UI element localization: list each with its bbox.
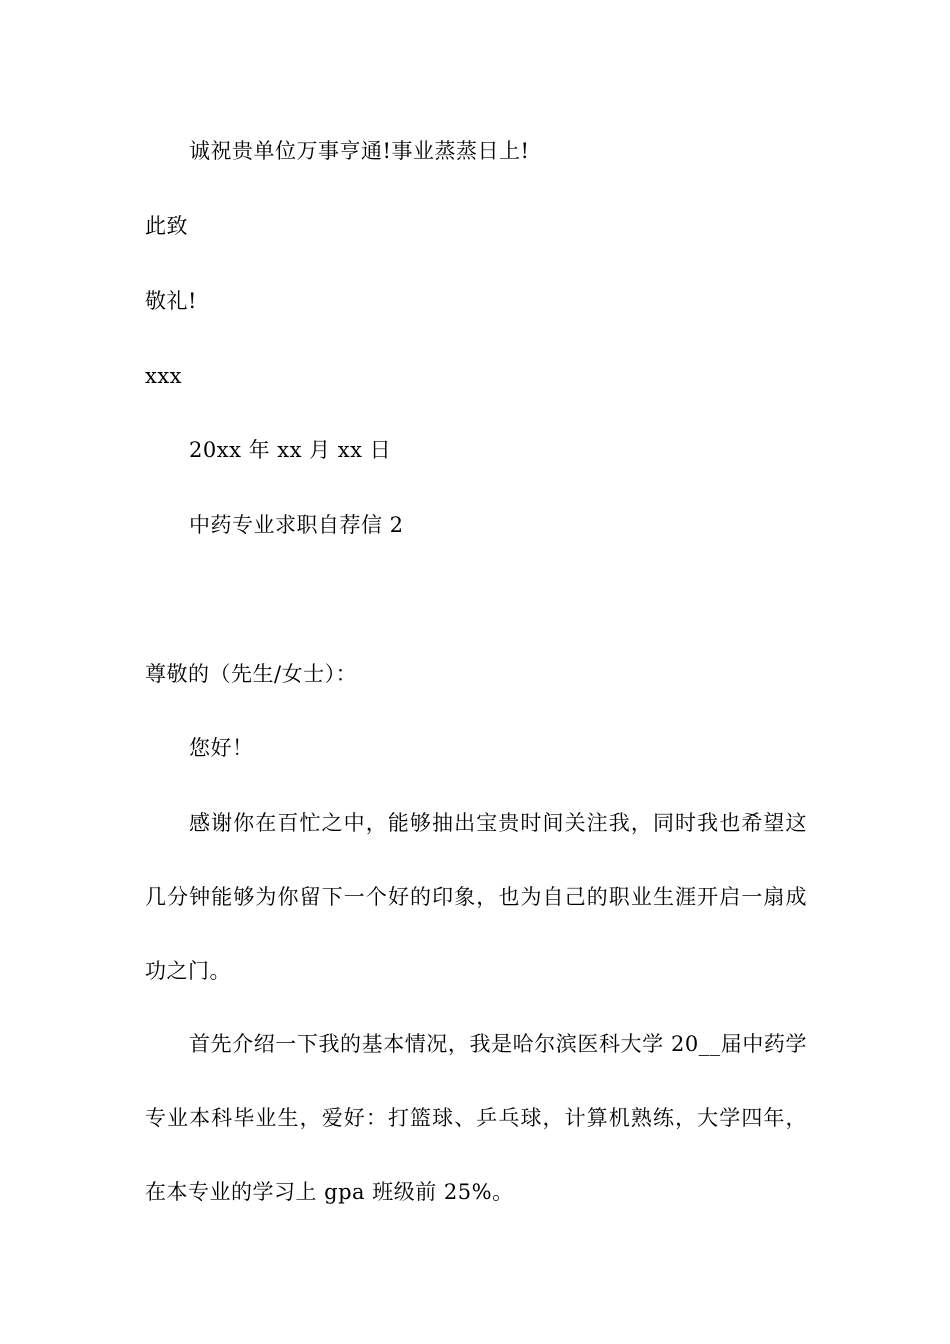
- closing-line-1: 此致: [145, 214, 188, 238]
- closing-line-2: 敬礼!: [145, 289, 197, 313]
- greeting: 您好！: [189, 736, 254, 760]
- section-title: 中药专业求职自荐信 2: [189, 513, 404, 537]
- wishes-line: 诚祝贵单位万事亨通!事业蒸蒸日上!: [189, 139, 530, 163]
- salutation: 尊敬的（先生/女士）：: [145, 662, 358, 686]
- signature: xxx: [145, 364, 183, 388]
- paragraph-background: 首先介绍一下我的基本情况，我是哈尔滨医科大学 20__届中药学专业本科毕业生，爱好：打篮球、乒乓球，计算机熟练，大学四年，在本专业的学习上 gpa 班级前 25%。: [145, 1032, 807, 1204]
- date-line: 20xx 年 xx 月 xx 日: [189, 438, 392, 462]
- paragraph-intro: 感谢你在百忙之中，能够抽出宝贵时间关注我，同时我也希望这几分钟能够为你留下一个好的印象，也为自己的职业生涯开启一扇成功之门。: [145, 811, 807, 983]
